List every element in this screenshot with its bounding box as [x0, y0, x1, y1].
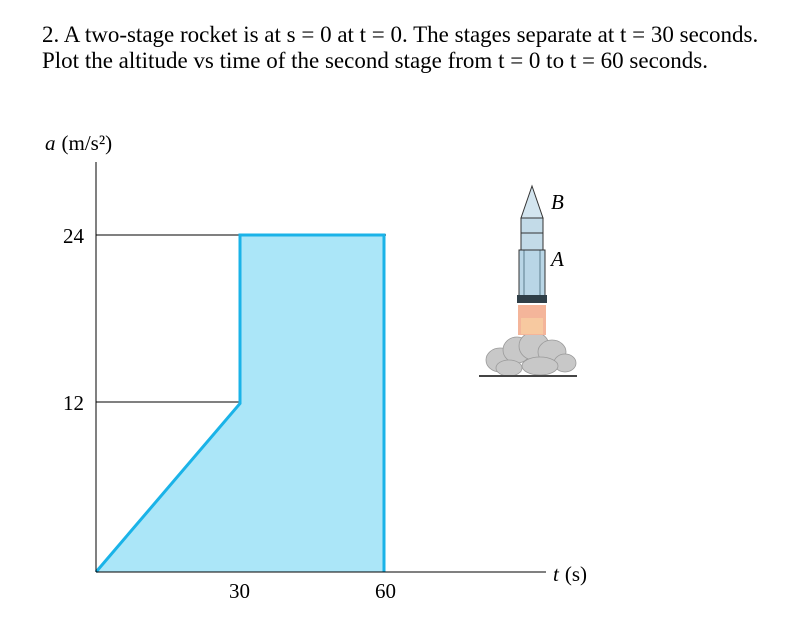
x-axis-label	[553, 562, 587, 586]
y-tick-12: 12	[63, 391, 84, 415]
stage-b-body	[521, 218, 543, 250]
x-axis-units: (s)	[564, 562, 588, 586]
smoke-cloud	[486, 332, 576, 376]
nose-cone	[521, 186, 543, 218]
y-axis-label	[45, 131, 112, 155]
stage-a-label: A	[551, 247, 564, 271]
rocket-illustration	[479, 186, 577, 376]
y-axis-units: (m/s²)	[61, 131, 113, 155]
stage-b-label: B	[551, 190, 564, 214]
x-axis-symbol: t	[553, 562, 559, 586]
stage-a-body	[519, 250, 545, 298]
y-tick-24: 24	[63, 224, 84, 248]
x-tick-30: 30	[229, 579, 250, 603]
problem-line-1: 2. A two-stage rocket is at s = 0 at t = 0. The stages separate at t = 30 seconds.	[42, 22, 759, 47]
x-tick-60: 60	[375, 579, 396, 603]
y-axis-symbol: a	[45, 131, 56, 155]
exhaust-glow	[521, 318, 543, 334]
engine-nozzles	[517, 295, 547, 303]
problem-line-2: Plot the altitude vs time of the second stage from t = 0 to t = 60 seconds.	[42, 48, 709, 73]
